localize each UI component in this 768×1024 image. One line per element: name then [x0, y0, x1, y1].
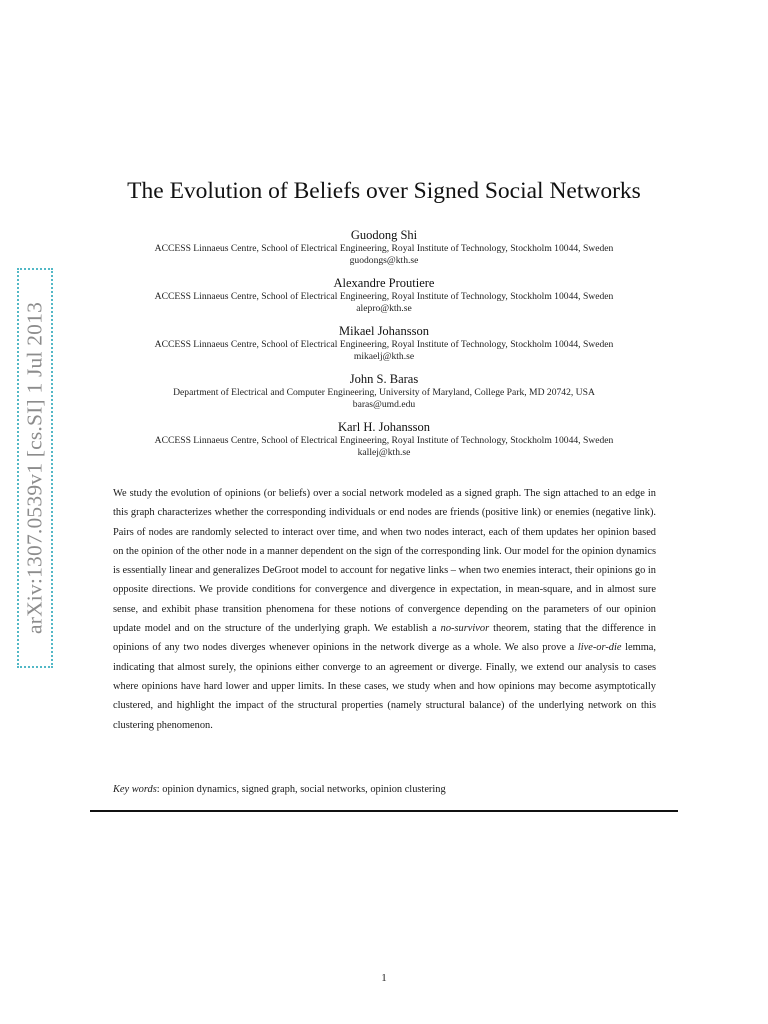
author-affiliation: ACCESS Linnaeus Centre, School of Electrical Engineering, Royal Institute of Technology, Stockholm 10044, Sweden — [154, 291, 614, 302]
keywords-label: Key words — [113, 784, 157, 795]
author-list — [90, 228, 678, 468]
keywords-text: opinion dynamics, signed graph, social networks, opinion clustering — [162, 784, 446, 795]
author-affiliation: ACCESS Linnaeus Centre, School of Electrical Engineering, Royal Institute of Technology, Stockholm 10044, Sweden — [154, 243, 614, 254]
author-affiliation: ACCESS Linnaeus Centre, School of Electrical Engineering, Royal Institute of Technology, Stockholm 10044, Sweden — [154, 339, 614, 350]
section-divider — [90, 810, 678, 812]
author-email: alepro@kth.se — [356, 303, 412, 314]
abstract-text-part-3: lemma, indicating that almost surely, the opinions either converge to an agreement or diverge. Finally, we extend our analysis to cases where opinions have hard lower and upper limits. In these cases, we study when and how opinions may become asymptotically clustered, and highlight the impact of the structural properties (namely structural balance) of the underlying network on this clustering phenomenon. — [113, 642, 656, 731]
author-affiliation: ACCESS Linnaeus Centre, School of Electrical Engineering, Royal Institute of Technology, Stockholm 10044, Sweden — [154, 435, 614, 446]
author-name: Karl H. Johansson — [337, 420, 430, 434]
author-email: kallej@kth.se — [357, 447, 411, 458]
abstract-emphasis-no-survivor: no-survivor — [440, 623, 490, 635]
keywords-separator: : — [156, 784, 163, 795]
paper-title: The Evolution of Beliefs over Signed Social Networks — [127, 178, 641, 204]
author-block — [90, 420, 678, 459]
keywords-line — [113, 782, 656, 798]
author-email: mikaelj@kth.se — [353, 351, 415, 362]
author-block — [90, 372, 678, 411]
author-email: baras@umd.edu — [352, 399, 416, 410]
author-email: guodongs@kth.se — [349, 255, 419, 266]
author-block — [90, 276, 678, 315]
author-name: Alexandre Proutiere — [333, 276, 435, 290]
arxiv-side-stamp — [17, 268, 53, 668]
author-block — [90, 324, 678, 363]
abstract-paragraph — [113, 484, 656, 735]
author-name: John S. Baras — [349, 372, 419, 386]
author-name: Mikael Johansson — [339, 324, 429, 338]
arxiv-identifier: arXiv:1307.0539v1 [cs.SI] 1 Jul 2013 — [22, 301, 47, 635]
author-block — [90, 228, 678, 267]
author-affiliation: Department of Electrical and Computer Engineering, University of Maryland, College Park, MD 20742, USA — [173, 387, 595, 398]
abstract-text-part-2: theorem, stating that the difference in opinions of any two nodes diverges whenever opinions in the network diverge as a whole. We also prove a — [113, 623, 656, 654]
abstract-emphasis-live-or-die: live-or-die — [577, 642, 622, 654]
page-number: 1 — [381, 972, 387, 984]
author-name: Guodong Shi — [350, 228, 418, 242]
abstract-text-part-1: We study the evolution of opinions (or beliefs) over a social network modeled as a signed graph. The sign attached to an edge in this graph characterizes whether the corresponding individuals or end nodes are friends (positive link) or enemies (negative link). Pairs of nodes are randomly selected to interact over time, and when two nodes interact, each of them updates her opinion based on the opinion of the other node in a manner dependent on the sign of the corresponding link. Our model for the opinion dynamics is essentially linear and generalizes DeGroot model to account for negative links – when two enemies interact, their opinions go in opposite directions. We provide conditions for convergence and divergence in expectation, in mean-square, and in almost sure sense, and exhibit phase transition phenomena for these notions of convergence depending on the parameters of our opinion update model and on the structure of the underlying graph. We establish a — [113, 488, 656, 635]
